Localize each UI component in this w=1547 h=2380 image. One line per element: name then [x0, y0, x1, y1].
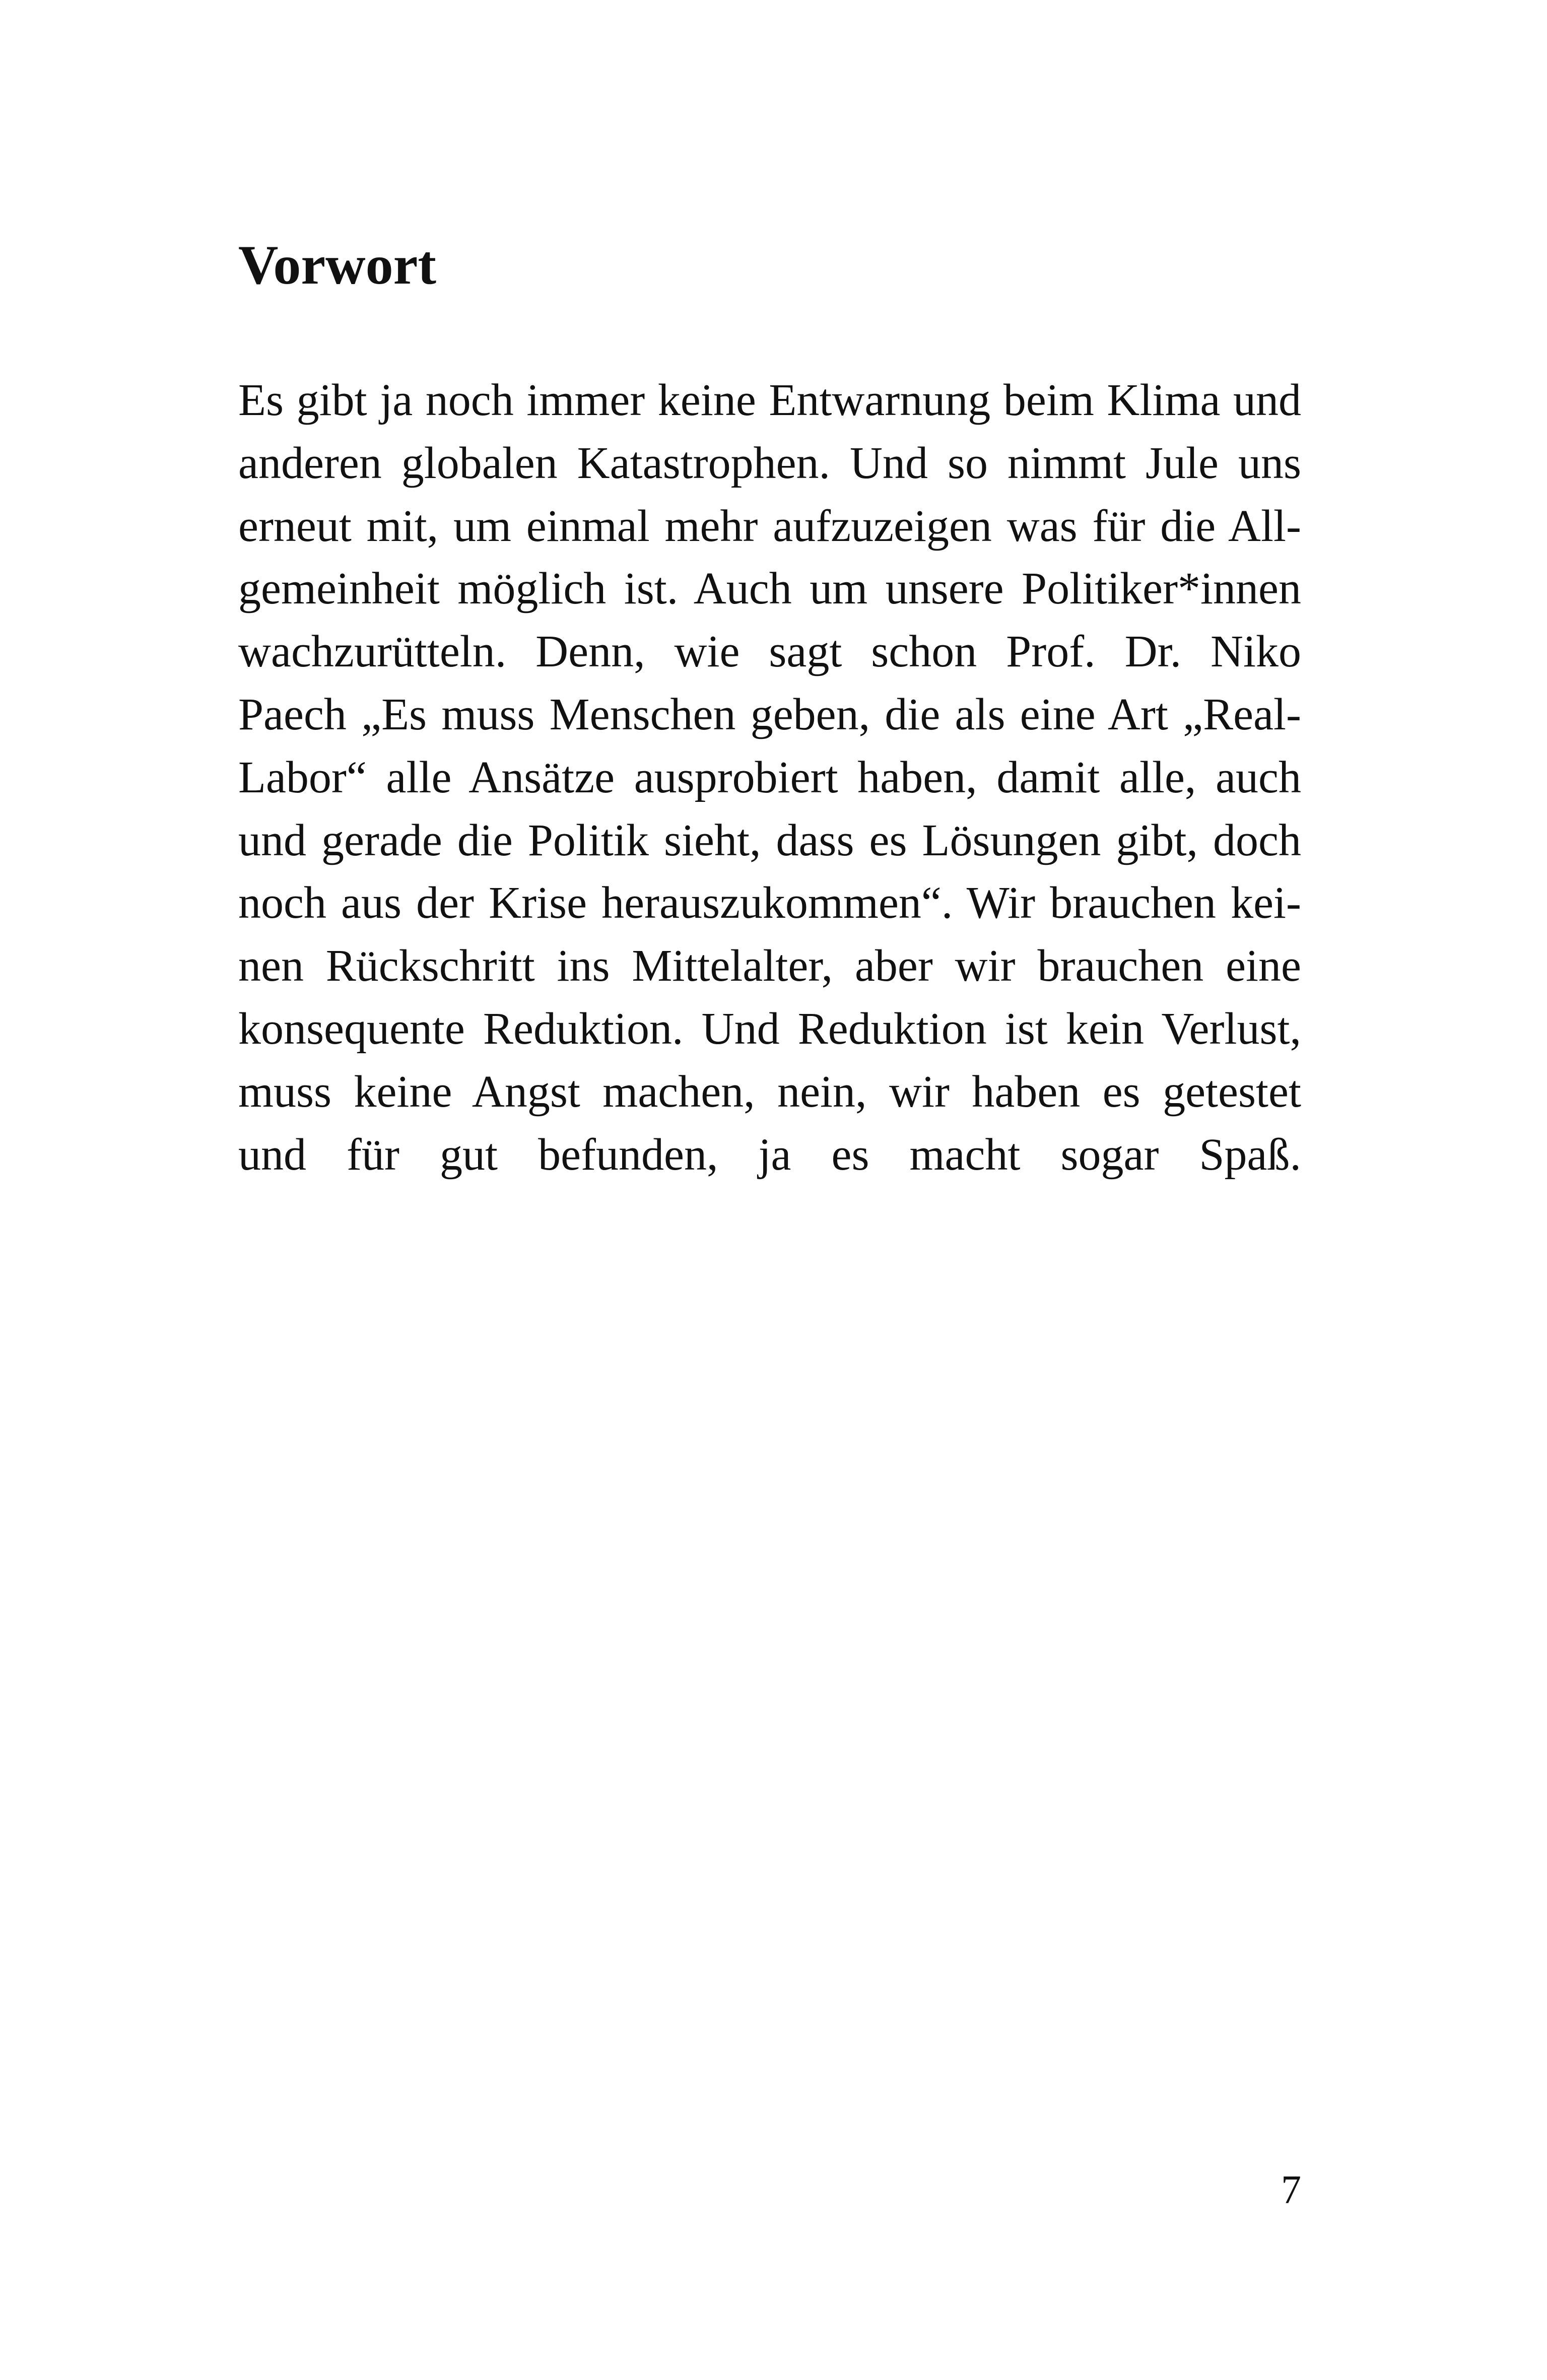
text-line: Paech „Es muss Menschen geben, die als eine Art „Real-: [238, 689, 1301, 739]
chapter-heading: Vorwort: [238, 234, 437, 296]
text-line: nen Rückschritt ins Mittelalter, aber wir brauchen eine: [238, 941, 1301, 991]
text-line: muss keine Angst machen, nein, wir haben es getestet: [238, 1066, 1301, 1117]
text-line: und gerade die Politik sieht, dass es Lösungen gibt, doch: [238, 815, 1301, 865]
text-line: und für gut befunden, ja es macht sogar Spaß.: [238, 1129, 1301, 1180]
text-line: Es gibt ja noch immer keine Entwarnung beim Klima und: [238, 375, 1301, 425]
text-line: konsequente Reduktion. Und Reduktion ist kein Verlust,: [238, 1003, 1301, 1054]
page-number: 7: [1281, 2168, 1301, 2212]
text-line: erneut mit, um einmal mehr aufzuzeigen was für die All-: [238, 501, 1301, 551]
text-line: anderen globalen Katastrophen. Und so nimmt Jule uns: [238, 438, 1301, 488]
text-line: gemeinheit möglich ist. Auch um unsere Politiker*innen: [238, 564, 1301, 614]
text-line: wachzurütteln. Denn, wie sagt schon Prof. Dr. Niko: [238, 627, 1301, 677]
text-line: noch aus der Krise herauszukommen“. Wir brauchen kei-: [238, 878, 1301, 928]
body-paragraph: [238, 369, 1301, 1186]
text-line: Labor“ alle Ansätze ausprobiert haben, damit alle, auch: [238, 752, 1301, 802]
